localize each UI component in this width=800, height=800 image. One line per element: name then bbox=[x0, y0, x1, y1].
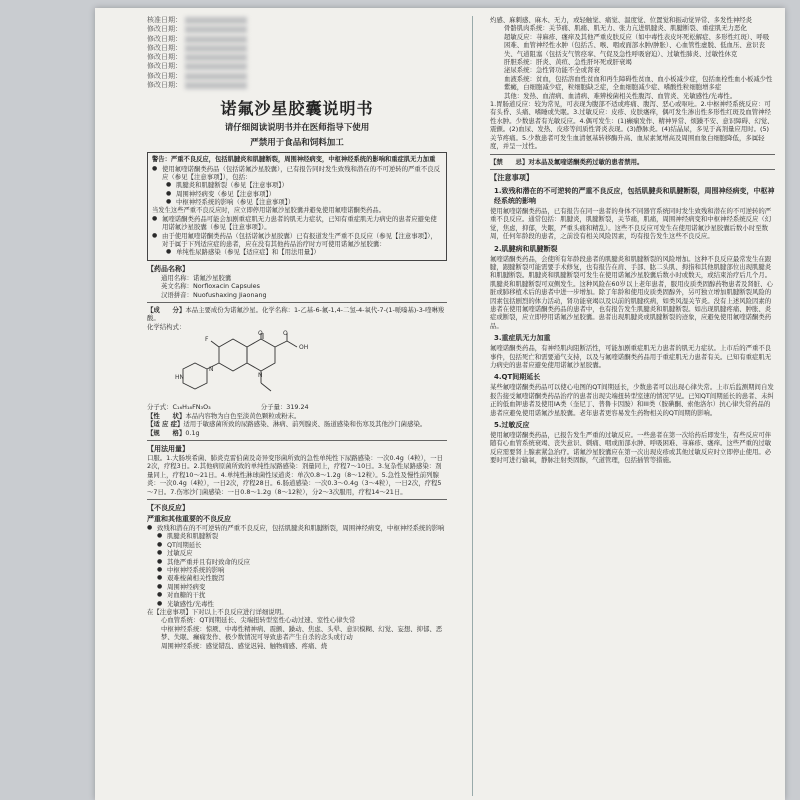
redacted-date bbox=[185, 82, 247, 89]
warning-text: ● 氟喹诺酮类药品可能会加剧重症肌无力患者的肌无力症状，已知有重症肌无力病史的患者应避免使用诺氟沙星胶囊（参见【注意事项】）。 bbox=[152, 215, 442, 232]
precaution-text: 氟喹诺酮类药品，有神经肌肉阻断活性，可能加剧重症肌无力患者的肌无力症状。上市后的严重不良事件，包括死亡和需要通气支持，以及与氟喹诺酮类药品用于重症肌无力患者有关。已知有重症肌无力病史的患者应避免使用诺氟沙星胶囊。 bbox=[490, 344, 772, 369]
svg-text:O: O bbox=[258, 330, 263, 338]
adverse-urinary: 泌尿系统：急性肾功能不全或肾衰 bbox=[504, 66, 600, 75]
precaution-text: 某些氟喹诺酮类药品可以使心电图的QT间期延长，少数患者可以出现心律失常。上市后监测期间自发报告接受氟喹诺酮类药品治疗的患者出现尖端扭转型室速的情况罕见。已知QT间期延长的患者、未纠正的低血钾患者及使用IA类（奎尼丁、普鲁卡因胺）和III类（胺碘酮、索他洛尔）抗心律失常药品的患者应避免使用诺氟沙星胶囊。老年患者更容易发生药物相关的QT间期的影响。 bbox=[490, 383, 774, 417]
revision-row: 核准日期： bbox=[147, 16, 447, 25]
adverse-cns: 中枢神经系统：惊厥、中毒性精神病、震颤、躁动、焦虑、头晕、意识模糊、幻觉、妄想、抑郁、恶梦、失眠、癫痫发作、极少数情况可导致患者产生自杀的念头或行动 bbox=[161, 624, 443, 642]
precaution-title: 5.过敏反应 bbox=[494, 421, 530, 430]
redacted-date bbox=[185, 63, 247, 70]
svg-text:O: O bbox=[283, 330, 288, 338]
molecular-formula: 分子式：C₁₆H₁₈FN₃O₃ bbox=[147, 403, 211, 412]
dosage-heading: 【用法用量】 bbox=[147, 444, 189, 453]
document-subtitle: 请仔细阅读说明书并在医师指导下使用 bbox=[224, 123, 370, 134]
adverse-item: ● 周围神经病变 bbox=[157, 583, 447, 591]
right-column bbox=[490, 16, 775, 465]
warning-item: ● 中枢神经系统的影响（参见【注意事项】） bbox=[166, 198, 442, 206]
generic-name: 通用名称：诺氟沙星胶囊 bbox=[161, 273, 232, 282]
revision-row: 修改日期： bbox=[147, 35, 447, 44]
revision-row: 修改日期： bbox=[147, 25, 447, 34]
svg-text:N: N bbox=[209, 366, 214, 374]
adverse-item: ● 肌腱炎和肌腱断裂 bbox=[157, 532, 447, 540]
revision-row: 修改日期： bbox=[147, 44, 447, 53]
package-insert-sheet bbox=[95, 8, 785, 800]
dosage-text: 口服。1.大肠埃希菌、肺炎克雷伯菌及奇异变形菌所致的急性单纯性下尿路感染：一次0.4g（4粒），一日2次，疗程3日。2.其他病原菌所致的单纯性尿路感染：剂量同上，疗程7～10日。3.复杂性尿路感染：剂量同上，疗程10～21日。4.单纯性淋球菌性尿道炎：单次0.8～1.2g（8～12粒）。5.急性及慢性前列腺炎：一次0.4g（4粒），一日2次，疗程28日。6.肠道感染：一次0.3～0.4g（3～4粒），一日2次，疗程5～7日。7.伤寒沙门菌感染：一日0.8～1.2g（8～12粒），分2～3次服用，疗程14～21日。 bbox=[147, 453, 443, 496]
revision-row: 修改日期： bbox=[147, 53, 447, 62]
warning-text: 当发生这些严重不良反应时，应立即停用诺氟沙星胶囊并避免使用氟喹诺酮类药品。 bbox=[152, 206, 385, 214]
pinyin-name: 汉语拼音：Nuofushaxing Jiaonang bbox=[161, 290, 267, 299]
adverse-item: ● 中枢神经系统的影响 bbox=[157, 566, 447, 574]
document-title: 诺氟沙星胶囊说明书 bbox=[220, 99, 374, 119]
adverse-pns: 周围神经系统：感觉错乱、感觉迟钝、触物痛感、疼痛、烧 bbox=[161, 641, 328, 650]
adverse-cardio: 心血管系统：QT间期延长、尖端扭转型室性心动过速、室性心律失常 bbox=[161, 616, 356, 625]
svg-text:OH: OH bbox=[299, 344, 309, 352]
adverse-pns-cont: 灼感、麻刺感、麻木、无力，或轻触觉、痛觉、温度觉、位置觉和振动觉异常、多发性神经炎 bbox=[490, 16, 753, 24]
precaution-title: 4.QT间期延长 bbox=[494, 373, 541, 382]
adverse-item: ● 其他严重并且有时致命的反应 bbox=[157, 558, 447, 566]
divider bbox=[147, 302, 447, 303]
contraindications: 【禁 忌】对本品及氟喹诺酮类药过敏的患者禁用。 bbox=[490, 157, 644, 166]
adverse-musculo: 骨骼肌肉系统：关节痛、肌痛、肌无力、张力亢进肌腱炎、肌腱断裂、重症肌无力恶化 bbox=[504, 24, 747, 33]
composition: 【成 分】本品主要成份为诺氟沙星。化学名称：1-乙基-6-氟-1,4-二氢-4-氧代-7-(1-哌嗪基)-3-喹啉羧酸。 bbox=[147, 306, 445, 323]
adverse-intro: ● 致残和潜在的不可逆转的严重不良反应，包括肌腱炎和肌腱断裂，周围神经病变，中枢神经系统的影响 bbox=[147, 524, 447, 532]
divider bbox=[147, 499, 447, 500]
warning-text: ● 由于使用氟喹诺酮类药品（包括诺氟沙星胶囊）已有报道发生严重不良反应（参见【注意事项】），对于属于下列适应症的患者，应在没有其他药品治疗时方可使用诺氟沙星胶囊： bbox=[152, 232, 442, 249]
specification: 【规 格】0.1g bbox=[147, 428, 200, 437]
english-name: 英文名称：Norfloxacin Capsules bbox=[161, 282, 260, 291]
divider bbox=[490, 169, 775, 170]
adverse-subheading: 严重和其他重要的不良反应 bbox=[147, 514, 231, 523]
revision-row: 修改日期： bbox=[147, 62, 447, 71]
svg-text:N: N bbox=[258, 372, 263, 380]
adverse-blood: 血液系统：贫血，包括溶血性贫血和再生障碍性贫血、血小板减少症，包括血栓性血小板减少性紫癜，白细胞减少症，粒细胞缺乏症，全血细胞减少症、嗜酸性粒细胞增多症 bbox=[504, 74, 773, 92]
adverse-item: ● 对血糖的干扰 bbox=[157, 591, 447, 599]
redacted-date bbox=[185, 36, 247, 43]
revision-row: 修改日期： bbox=[147, 72, 447, 81]
divider bbox=[490, 154, 775, 155]
redacted-date bbox=[185, 73, 247, 80]
warning-text: ● 使用氟喹诺酮类药品（包括诺氟沙星胶囊），已有报告同时发生致残和潜在的不可逆转的严重不良反应（参见【注意事项】），包括： bbox=[152, 165, 442, 182]
warning-box bbox=[147, 152, 447, 260]
structure-label: 化学结构式： bbox=[147, 322, 186, 331]
formula-row bbox=[147, 403, 447, 411]
svg-text:F: F bbox=[205, 336, 209, 344]
column-divider bbox=[472, 16, 473, 796]
adverse-allergy: 超敏反应：荨麻疹、瘙痒及其他严重皮肤反应（如中毒性表皮坏死松解症、多形性红斑）、呼吸困难、血管神经性水肿（包括舌、喉、咽或面部水肿/肿胀）、心血管性虚脱、低血压、意识丧失、气道阻塞（包括支气管痉挛、气促及急性呼吸窘迫）、过敏性肺炎、过敏性休克 bbox=[504, 32, 770, 58]
revision-dates bbox=[147, 16, 447, 90]
left-column bbox=[147, 16, 447, 650]
precaution-title: 1.致残和潜在的不可逆转的严重不良反应，包括肌腱炎和肌腱断裂，周围神经病变，中枢神经系统的影响 bbox=[494, 186, 775, 205]
adverse-item: ● QT间期延长 bbox=[157, 541, 447, 549]
redacted-date bbox=[185, 26, 247, 33]
warning-heading: 警告：严重不良反应，包括肌腱炎和肌腱断裂，周围神经病变，中枢神经系统的影响和重症肌无力加重 bbox=[152, 156, 436, 164]
adverse-other: 其他：发热、血清病、血清病、难辨梭菌相关性腹泻、血管炎、光敏感性/光毒性。 bbox=[504, 91, 737, 100]
adverse-note: 在【注意事项】下对以上不良反应进行详细说明。 bbox=[147, 608, 288, 616]
adverse-hepatic: 肝胆系统：肝炎、黄疸、急性肝坏死或肝衰竭 bbox=[504, 58, 632, 67]
adverse-item: ● 光敏感性/光毒性 bbox=[157, 600, 447, 608]
precaution-text: 氟喹诺酮类药品，会使所有年龄段患者的肌腱炎和肌腱断裂的风险增加。这种不良反应最常发生在跟腱，跟腱断裂可能需要手术修复，也有报告在肩、手部、肱二头肌、拇指和其他肌腱部位出现肌腱炎和肌腱断裂。肌腱炎和肌腱断裂可发生在使用诺氟沙星胶囊后数小时或数天，或结束治疗后几个月。肌腱炎和肌腱断裂可双侧发生。这种风险在60岁以上老年患者，服用皮质类固醇药物患者及肾脏、心脏或肺移植术后的患者中进一步增加。除了年龄和使用皮质类固醇外，另可独立增加肌腱断裂风险的因素包括剧烈的体力活动，肾功能衰竭以及以前的肌腱疾病，如类风湿关节炎。没有上述风险因素的患者在使用氟喹诺酮类药品的患者中，也有报告发生肌腱炎和肌腱断裂。如出现肌腱疼痛、肿胀、炎症或断裂，应立即停用诺氟沙星胶囊。患者出现肌腱炎或肌腱断裂的迹象，应避免使用氟喹诺酮类药品。 bbox=[490, 254, 773, 330]
redacted-date bbox=[185, 54, 247, 61]
precautions-heading: 【注意事项】 bbox=[490, 172, 534, 182]
warning-text: ● 单纯性尿路感染（参见【适应症】和【用法用量】） bbox=[166, 248, 442, 256]
adverse-general: 1.胃肠道反应：较为常见，可表现为腹部不适或疼痛、腹泻、恶心或呕吐。2.中枢神经系统反应：可有头昏、头痛、嗜睡或失眠。3.过敏反应：皮疹、皮肤瘙痒，偶可发生渗出性多形性红斑及血管神经性水肿。少数患者有光敏反应。4.偶可发生：(1)癫痫发作、精神异常、烦躁不安、意识障碍、幻觉、震颤。(2)血尿、发热、皮疹等间质性肾炎表现。(3)静脉炎。(4)结晶尿，多见于高剂量应用时。(5)关节疼痛。5.少数患者可发生血清氨基转移酶升高、血尿素氮增高及周围血象白细胞降低，多属轻度，并呈一过性。 bbox=[490, 100, 774, 151]
adverse-item: ● 过敏反应 bbox=[157, 549, 447, 557]
warning-item: ● 周围神经病变（参见【注意事项】） bbox=[166, 190, 442, 198]
redacted-date bbox=[185, 17, 247, 24]
adverse-heading: 【不良反应】 bbox=[147, 503, 189, 512]
redacted-date bbox=[185, 45, 247, 52]
drug-name-heading: 【药品名称】 bbox=[147, 264, 189, 273]
svg-text:HN: HN bbox=[175, 374, 184, 382]
properties: 【性 状】本品内容物为白色至淡黄色颗粒或粉末。 bbox=[147, 411, 301, 420]
adverse-item: ● 艰难梭菌相关性腹泻 bbox=[157, 574, 447, 582]
divider bbox=[147, 440, 447, 441]
warning-item: ● 肌腱炎和肌腱断裂（参见【注意事项】） bbox=[166, 181, 442, 189]
precaution-text: 使用氟喹诺酮类药品，已有报告在同一患者的身体不同器官系统同时发生致残和潜在的不可逆转的严重不良反应。通常包括：肌腱炎，肌腱断裂，关节痛，肌痛，周围神经病变和中枢神经系统反应（幻觉，焦虑，抑郁，失眠，严重头痛和精乱）。这些不良反应可发生在使用诺氟沙星胶囊后数小时至数周，任何年龄段的患者，之前没有相关风险因素，均有报告发生这些不良反应。 bbox=[490, 206, 772, 241]
revision-row: 修改日期： bbox=[147, 81, 447, 90]
molecular-weight: 分子量：319.24 bbox=[260, 403, 309, 412]
chemical-structure-diagram bbox=[167, 330, 309, 397]
precaution-title: 2.肌腱病和肌腱断裂 bbox=[494, 244, 558, 253]
usage-note: 严禁用于食品和饲料加工 bbox=[250, 138, 344, 149]
indications: 【适 应 症】适用于敏感菌所致的尿路感染、淋病、前列腺炎、肠道感染和伤寒及其他沙门菌感染。 bbox=[147, 420, 427, 429]
precaution-title: 3.重症肌无力加重 bbox=[494, 334, 551, 343]
precaution-text: 使用氟喹诺酮类药品，已报告发生严重的过敏反应。一些患者在第一次给药后即发生，有些反应可伴随有心血管系统衰竭、丧失意识、刺痛、咽或面部水肿、呼吸困难、荨麻疹、瘙痒。这些严重的过敏反应需要肾上腺素紧急治疗。诺氟沙星胶囊应在第一次出现皮疹或其他过敏反应时立即停止使用。必要时可进行输氧，静脉注射类固醇，气道管理，包括插管等措施。 bbox=[490, 431, 772, 465]
